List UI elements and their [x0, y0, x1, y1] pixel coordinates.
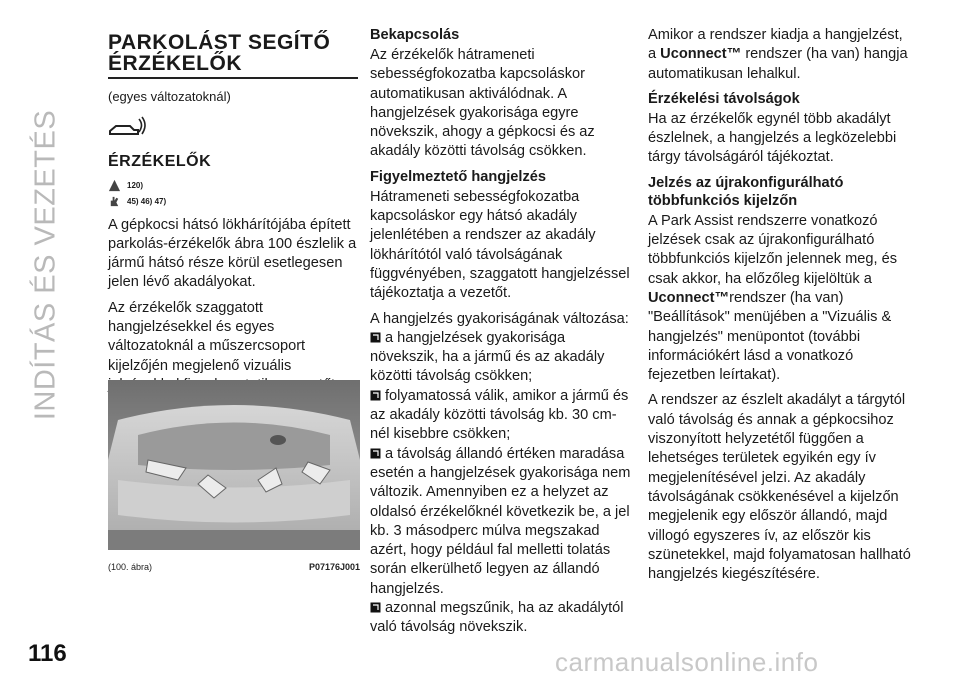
caution-hand-icon	[108, 195, 121, 208]
bullet-item: a hangjelzések gyakorisága növekszik, ha a jármű és az akadály közötti távolság csökken;	[370, 329, 605, 385]
column-right	[648, 26, 914, 590]
bullet-item: a távolság állandó értéken maradása esetén a hangjelzések gyakorisága nem változik. Amennyiben ez a helyzet az oldalsó érzékelőknél következik be, a jel kb. 3 másodperc múlva megszakad azért, hogy például fal melletti tolatás során elkerülhető legyen az állandó hangjelzés.	[370, 445, 631, 597]
column-middle	[370, 26, 632, 638]
figure-label: (100. ábra)	[108, 562, 153, 572]
heading-warning-sound: Figyelmeztető hangjelzés	[370, 168, 546, 185]
parking-sensor-icon	[108, 115, 148, 137]
paragraph-alerts: Az érzékelők szaggatott hangjelzésekkel és egyes változatoknál a műszercsoport kijelzőjén megjelenő vizuális	[108, 299, 306, 374]
checkbox-bullet-icon	[370, 448, 381, 459]
warning-triangle-icon	[108, 179, 121, 192]
heading-detection-distances: Érzékelési távolságok	[648, 90, 800, 107]
checkbox-bullet-icon	[370, 390, 381, 401]
caution-ref-row	[108, 194, 358, 210]
warning-ref-2: 45) 46) 47)	[127, 196, 167, 206]
title-line-1: PARKOLÁST SEGÍTŐ	[108, 31, 331, 54]
feature-icons	[108, 114, 358, 138]
paragraph-warning-sound: Hátrameneti sebességfokozatba kapcsoláskor egy hátsó akadály jelenlétében a rendszer az akadály lökhárítótól való távolságának függvényében, szaggatott hangjelzéssel tájékoztatja a vezetőt.	[370, 188, 630, 302]
paragraph-intro: A gépkocsi hátsó lökhárítójába épített parkolás-érzékelők ábra 100 észlelik a jármű hátsó része körül esetlegesen jelen lévő akadályokat.	[108, 216, 357, 291]
checkbox-bullet-icon	[370, 332, 381, 343]
brand-uconnect: Uconnect™	[648, 289, 730, 306]
paragraph-frequency: A hangjelzés gyakoriságának változása:	[370, 310, 629, 327]
car-rear-illustration	[108, 380, 360, 550]
warning-ref-1: 120)	[127, 180, 144, 190]
brand-uconnect: Uconnect™	[660, 46, 742, 63]
bullet-item: azonnal megszűnik, ha az akadálytól való távolság növekszik.	[370, 600, 624, 636]
figure-code: P07176J001	[308, 562, 360, 572]
chapter-side-label: INDÍTÁS ÉS VEZETÉS	[29, 109, 62, 421]
paragraph-detection-distances: Ha az érzékelők egynél több akadályt észlelnek, a hangjelzés a legközelebbi tárgy távolságáról tájékoztat.	[648, 110, 897, 166]
heading-activation: Bekapcsolás	[370, 27, 460, 43]
column-left	[108, 26, 358, 421]
paragraph-display-indication: A Park Assist rendszerre vonatkozó jelzések csak az újrakonfigurálható többfunkciós kijelzőn jelennek meg, és csak akkor, ha előzőleg kijelöltük a Uconnect™rendszer (ha van) "Beállítások" menüjében a "Vizuális & hangjelzés" menüpontot (további információkért lásd a vonatkozó fejezetben leírtakat).	[648, 212, 898, 384]
rear-bumper-figure	[108, 380, 360, 550]
section-heading-sensors: ÉRZÉKELŐK	[108, 153, 212, 171]
watermark: carmanualsonline.info	[555, 647, 819, 677]
checkbox-bullet-icon	[370, 602, 381, 613]
page-title	[108, 32, 358, 79]
paragraph-activation: Az érzékelők hátrameneti sebességfokozatba kapcsoláskor automatikusan aktiválódnak. A hangjelzések gyakorisága egyre növekszik, ahogy a gépkocsi és az akadály közötti távolság csökken.	[370, 47, 595, 160]
paragraph-arc-display: A rendszer az észlelt akadályt a tárgytól való távolság és annak a gépkocsihoz viszonyított helyzetétől függően a lehetséges területek egyikén egy ív megjelenítésével jelzi. Az akadály távolságának csökkenésével a kijelzőn megjelenik egy először állandó, majd villogó egyszeres ív, az először kis szünetekkel, majd folyamatosan hallható hangjelzés kiegészítésére.	[648, 392, 911, 583]
title-line-2: ÉRZÉKELŐK	[108, 52, 243, 75]
page-number: 116	[28, 640, 67, 667]
bullet-item: folyamatossá válik, amikor a jármű és az akadály közötti távolság kb. 30 cm-nél kisebbre csökken;	[370, 387, 629, 443]
heading-display-indication: Jelzés az újrakonfigurálható többfunkciós kijelzőn	[648, 174, 844, 209]
figure-caption	[108, 562, 360, 572]
paragraph-mute: Amikor a rendszer kiadja a hangjelzést, a Uconnect™ rendszer (ha van) hangja automatikusan lehalkul.	[648, 27, 908, 82]
variant-note: (egyes változatoknál)	[108, 89, 231, 104]
